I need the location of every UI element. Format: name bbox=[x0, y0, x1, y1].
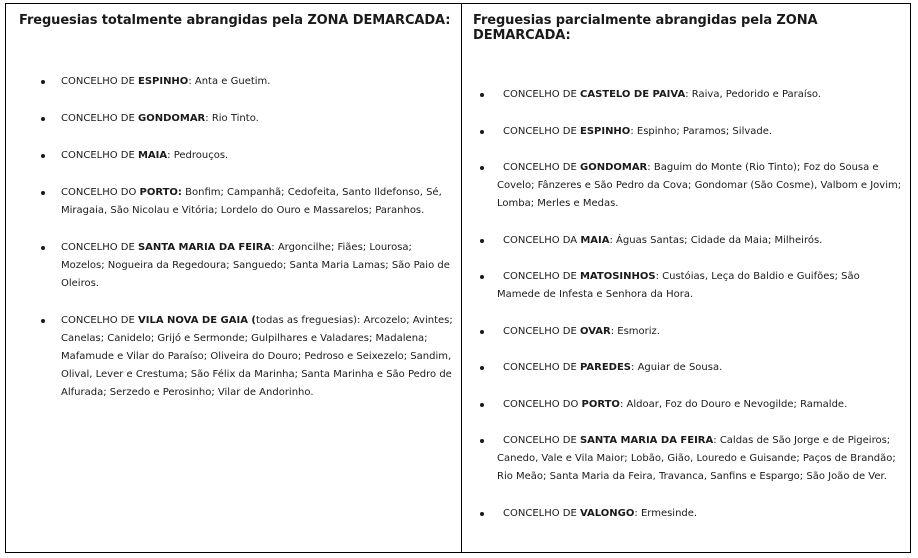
list-item bbox=[473, 396, 910, 414]
list-item bbox=[19, 239, 461, 293]
item-name: GONDOMAR bbox=[579, 162, 648, 173]
list-item bbox=[473, 505, 910, 523]
item-prefix: CONCELHO DA bbox=[503, 234, 581, 246]
item-name: PORTO bbox=[581, 398, 620, 410]
item-name: MAIA bbox=[137, 150, 168, 161]
item-suffix: todas as freguesias): bbox=[256, 315, 364, 326]
item-name: ESPINHO bbox=[579, 125, 631, 137]
item-name: SANTA MARIA DA FEIRA bbox=[579, 435, 714, 446]
item-text: Argoncilhe; Fiães; Lourosa; Mozelos; Nogueira da Regedoura; Sanguedo; Santa Maria Lamas; São Paio de Oleiros. bbox=[61, 242, 450, 289]
item-name: CASTELO DE PAIVA bbox=[579, 89, 686, 100]
list-item bbox=[19, 73, 461, 91]
item-text: Rio Tinto. bbox=[211, 113, 259, 124]
left-column bbox=[6, 4, 462, 552]
item-suffix: : bbox=[685, 89, 692, 100]
list-item bbox=[473, 268, 910, 304]
item-suffix: : bbox=[631, 362, 638, 373]
item-prefix: CONCELHO DE bbox=[503, 89, 580, 100]
item-text: Aguiar de Sousa. bbox=[637, 362, 723, 373]
list-item bbox=[473, 232, 910, 250]
item-name: MATOSINHOS bbox=[579, 271, 656, 282]
item-text: Pedrouços. bbox=[173, 150, 229, 161]
item-name: SANTA MARIA DA FEIRA bbox=[137, 242, 272, 253]
item-name: VILA NOVA DE GAIA ( bbox=[137, 315, 256, 326]
bullet-icon bbox=[480, 275, 484, 279]
item-prefix: CONCELHO DE bbox=[503, 362, 580, 373]
item-text: Anta e Guetim. bbox=[194, 76, 271, 87]
bullet-icon bbox=[41, 80, 45, 84]
item-text: Aldoar, Foz do Douro e Nevogilde; Ramalde. bbox=[626, 398, 848, 410]
item-text: Bonfim; Campanhã; Cedofeita, Santo Ildefonso, Sé, Miragaia, São Nicolau e Vitória; Lordelo do Ouro e Massarelos; Paranhos. bbox=[61, 187, 442, 216]
bullet-icon bbox=[480, 130, 484, 134]
bullet-icon bbox=[480, 512, 484, 516]
item-name: ESPINHO bbox=[137, 76, 189, 87]
list-item bbox=[473, 323, 910, 341]
item-text: Raiva, Pedorido e Paraíso. bbox=[691, 89, 822, 100]
item-prefix: CONCELHO DE bbox=[503, 435, 580, 446]
right-column bbox=[462, 4, 910, 552]
item-text: Esmoriz. bbox=[617, 325, 660, 337]
bullet-icon bbox=[480, 403, 484, 407]
list-item bbox=[473, 123, 910, 141]
item-text: Custóias, Leça do Baldio e Guifões; São Mamede de Infesta e Senhora da Hora. bbox=[497, 271, 860, 300]
bullet-icon bbox=[41, 246, 45, 250]
list-item bbox=[473, 159, 910, 213]
item-prefix: CONCELHO DE bbox=[61, 150, 138, 161]
item-suffix: : bbox=[205, 113, 212, 124]
bullet-icon bbox=[480, 239, 484, 243]
item-suffix: : bbox=[271, 242, 278, 253]
item-suffix: : bbox=[713, 435, 720, 446]
item-name: GONDOMAR bbox=[137, 113, 206, 124]
item-name: OVAR bbox=[579, 325, 611, 337]
item-prefix: CONCELHO DE bbox=[61, 242, 138, 253]
left-list bbox=[19, 73, 461, 402]
item-prefix: CONCELHO DE bbox=[503, 507, 580, 519]
item-suffix: : bbox=[619, 398, 627, 410]
bullet-icon bbox=[41, 117, 45, 121]
item-suffix: : bbox=[609, 234, 617, 246]
bullet-icon bbox=[41, 154, 45, 158]
item-prefix: CONCELHO DE bbox=[503, 162, 580, 173]
bullet-icon bbox=[480, 439, 484, 443]
item-prefix: CONCELHO DE bbox=[61, 113, 138, 124]
item-suffix: : bbox=[647, 162, 654, 173]
list-item bbox=[19, 147, 461, 165]
item-prefix: CONCELHO DE bbox=[503, 125, 580, 137]
list-item bbox=[473, 359, 910, 377]
bullet-icon bbox=[480, 366, 484, 370]
bullet-icon bbox=[480, 166, 484, 170]
item-suffix: : bbox=[655, 271, 663, 282]
bullet-icon bbox=[41, 191, 45, 195]
item-prefix: CONCELHO DE bbox=[503, 271, 580, 282]
bullet-icon bbox=[480, 330, 484, 334]
item-suffix: : bbox=[167, 150, 174, 161]
item-text: Arcozelo; Avintes; Canelas; Canidelo; Grijó e Sermonde; Gulpilhares e Valadares; Madalena; Mafamude e Vilar do Paraíso; Oliveira do Douro; Pedroso e Seixezelo; Sandim, Olival, Lever e Crestuma; São Félix da Marinha; Santa Marinha e São Pedro de Alfurada; Serzedo e Perosinho; Vilar de Andorinho. bbox=[61, 315, 453, 398]
item-suffix: : bbox=[630, 125, 637, 137]
item-prefix: CONCELHO DO bbox=[61, 187, 140, 198]
item-name: MAIA bbox=[580, 234, 610, 246]
item-text: Baguim do Monte (Rio Tinto); Foz do Sousa e Covelo; Fânzeres e São Pedro da Cova; Gondomar (São Cosme), Valbom e Jovim; Lomba; Merles e Medas. bbox=[497, 162, 902, 209]
item-prefix: CONCELHO DE bbox=[61, 315, 138, 326]
list-item bbox=[19, 184, 461, 220]
item-name: PORTO: bbox=[139, 187, 182, 198]
column-title: Freguesias totalmente abrangidas pela ZONA DEMARCADA: bbox=[19, 13, 451, 28]
list-item bbox=[473, 86, 910, 104]
item-suffix: : bbox=[634, 507, 641, 519]
item-text: Espinho; Paramos; Silvade. bbox=[636, 125, 773, 137]
item-text: Ermesinde. bbox=[640, 507, 698, 519]
list-item bbox=[19, 110, 461, 128]
item-prefix: CONCELHO DE bbox=[503, 325, 580, 337]
document-table bbox=[5, 3, 911, 553]
item-name: VALONGO bbox=[579, 507, 635, 519]
item-prefix: CONCELHO DE bbox=[61, 76, 138, 87]
right-list bbox=[473, 86, 910, 523]
bullet-icon bbox=[480, 93, 484, 97]
list-item bbox=[19, 312, 461, 402]
item-prefix: CONCELHO DO bbox=[503, 398, 582, 410]
column-title: Freguesias parcialmente abrangidas pela ZONA DEMARCADA: bbox=[473, 13, 818, 43]
item-suffix: : bbox=[610, 325, 618, 337]
list-item bbox=[473, 432, 910, 486]
bullet-icon bbox=[41, 319, 45, 323]
item-text: Caldas de São Jorge e de Pigeiros; Canedo, Vale e Vila Maior; Lobão, Gião, Louredo e Guisande; Paços de Brandão; Rio Meão; Santa Maria da Feira, Travanca, Sanfins e Espargo; São João de Ver. bbox=[497, 435, 896, 482]
item-suffix: : bbox=[188, 76, 195, 87]
item-name: PAREDES bbox=[579, 362, 631, 373]
item-text: Águas Santas; Cidade da Maia; Milheirós. bbox=[616, 234, 823, 246]
